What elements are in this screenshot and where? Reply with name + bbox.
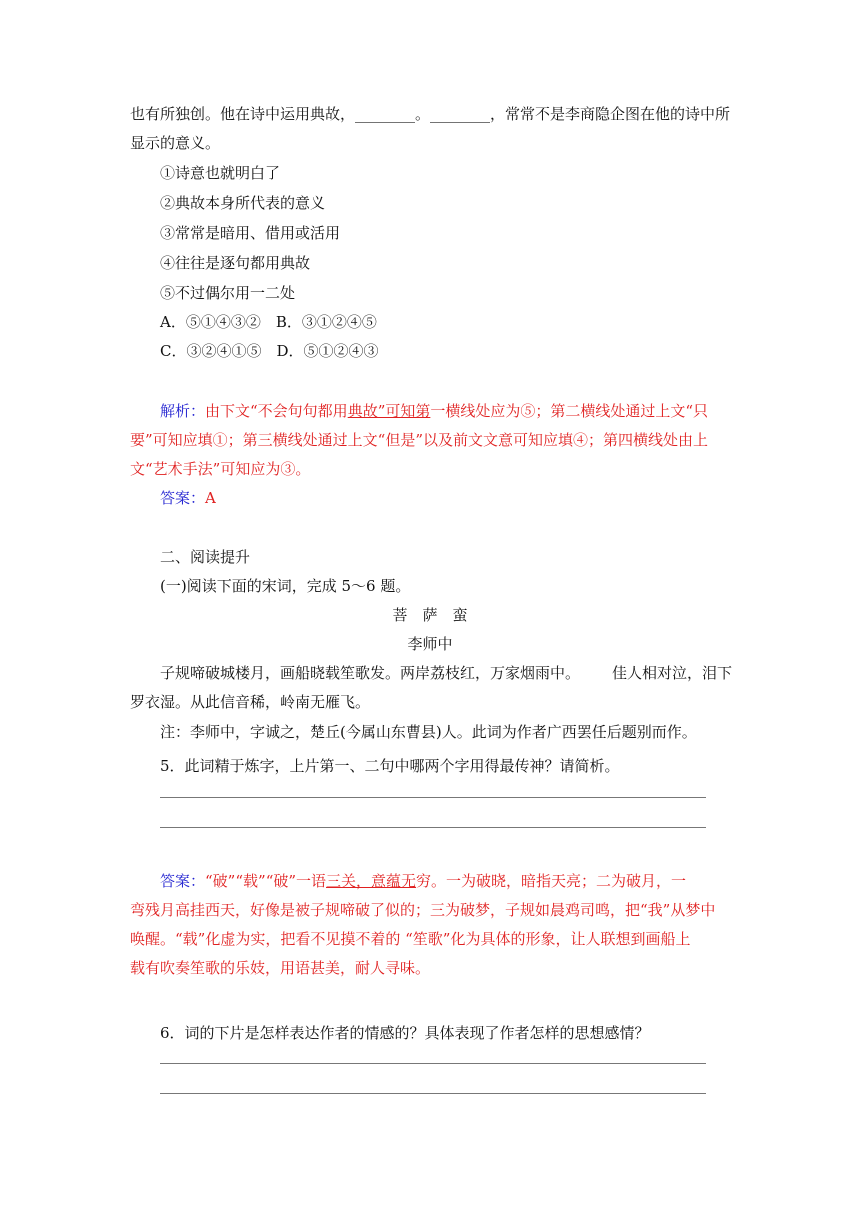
answer-rule: [160, 1093, 706, 1094]
option-item: ⑤不过偶尔用一二处: [160, 284, 296, 302]
answer-5-line: 唤醒。“载”化虚为实，把看不见摸不着的 “笙歌”化为具体的形象，让人联想到画船上: [130, 930, 691, 948]
option-item: ③常常是暗用、借用或活用: [160, 224, 341, 242]
option-item: ①诗意也就明白了: [160, 164, 281, 182]
answer-rule: [160, 797, 706, 798]
section-title: 二、阅读提升: [160, 548, 251, 566]
analysis-line: 文“艺术手法”可知应为③。: [130, 460, 311, 478]
poem-title: 菩 萨 蛮: [392, 606, 468, 624]
analysis-line: 要”可知应填①；第三横线处通过上文“但是”以及前文文意可知应填④；第四横线处由上: [130, 431, 709, 449]
option-item: ②典故本身所代表的意义: [160, 194, 326, 212]
poem-line: 罗衣湿。从此信音稀，岭南无雁飞。: [130, 693, 371, 711]
answer-rule: [160, 1063, 706, 1064]
section-intro: (一)阅读下面的宋词，完成 5～6 题。: [160, 577, 411, 595]
answer-line: [160, 487, 216, 509]
answer-5-line: 弯残月高挂西天，好像是被子规啼破了似的；三为破梦，子规如晨鸡司鸣，把“我”从梦中: [130, 901, 716, 919]
question-5: 5．此词精于炼字，上片第一、二句中哪两个字用得最传神？请简析。: [160, 757, 620, 775]
analysis-label: 解析：: [160, 402, 206, 420]
passage-line: 显示的意义。: [130, 134, 221, 152]
passage-line: 也有所独创。他在诗中运用典故，________。________，常常不是李商隐企图在他的诗中所: [130, 105, 731, 123]
question-6: 6．词的下片是怎样表达作者的情感的？具体表现了作者怎样的思想感情？: [160, 1024, 650, 1042]
answer-rule: [160, 827, 706, 828]
analysis-line: 解析：由下文“不会句句都用典故”可知第一横线处应为⑤；第二横线处通过上文“只: [160, 402, 709, 420]
option-item: ④往往是逐句都用典故: [160, 254, 311, 272]
answer-value: A: [205, 489, 216, 507]
poem-line: 子规啼破城楼月，画船晓载笙歌发。两岸荔枝红，万家烟雨中。 佳人相对泣，泪下: [160, 664, 733, 682]
answer-5-line: 答案：“破”“载”“破”一语三关，意蕴无穷。一为破晓，暗指天亮；二为破月，一: [160, 872, 687, 890]
answer-label: 答案：: [160, 489, 206, 507]
answer-label: 答案：: [160, 872, 206, 890]
poem-author: 李师中: [407, 635, 453, 653]
choice-row: A．⑤①④③② B．③①②④⑤: [160, 313, 377, 331]
answer-5-line: 载有吹奏笙歌的乐妓，用语甚美，耐人寻味。: [130, 959, 431, 977]
choice-row: C．③②④①⑤ D．⑤①②④③: [160, 342, 379, 360]
poem-note: 注：李师中，字诚之，楚丘(今属山东曹县)人。此词为作者广西罢任后题别而作。: [160, 723, 697, 741]
